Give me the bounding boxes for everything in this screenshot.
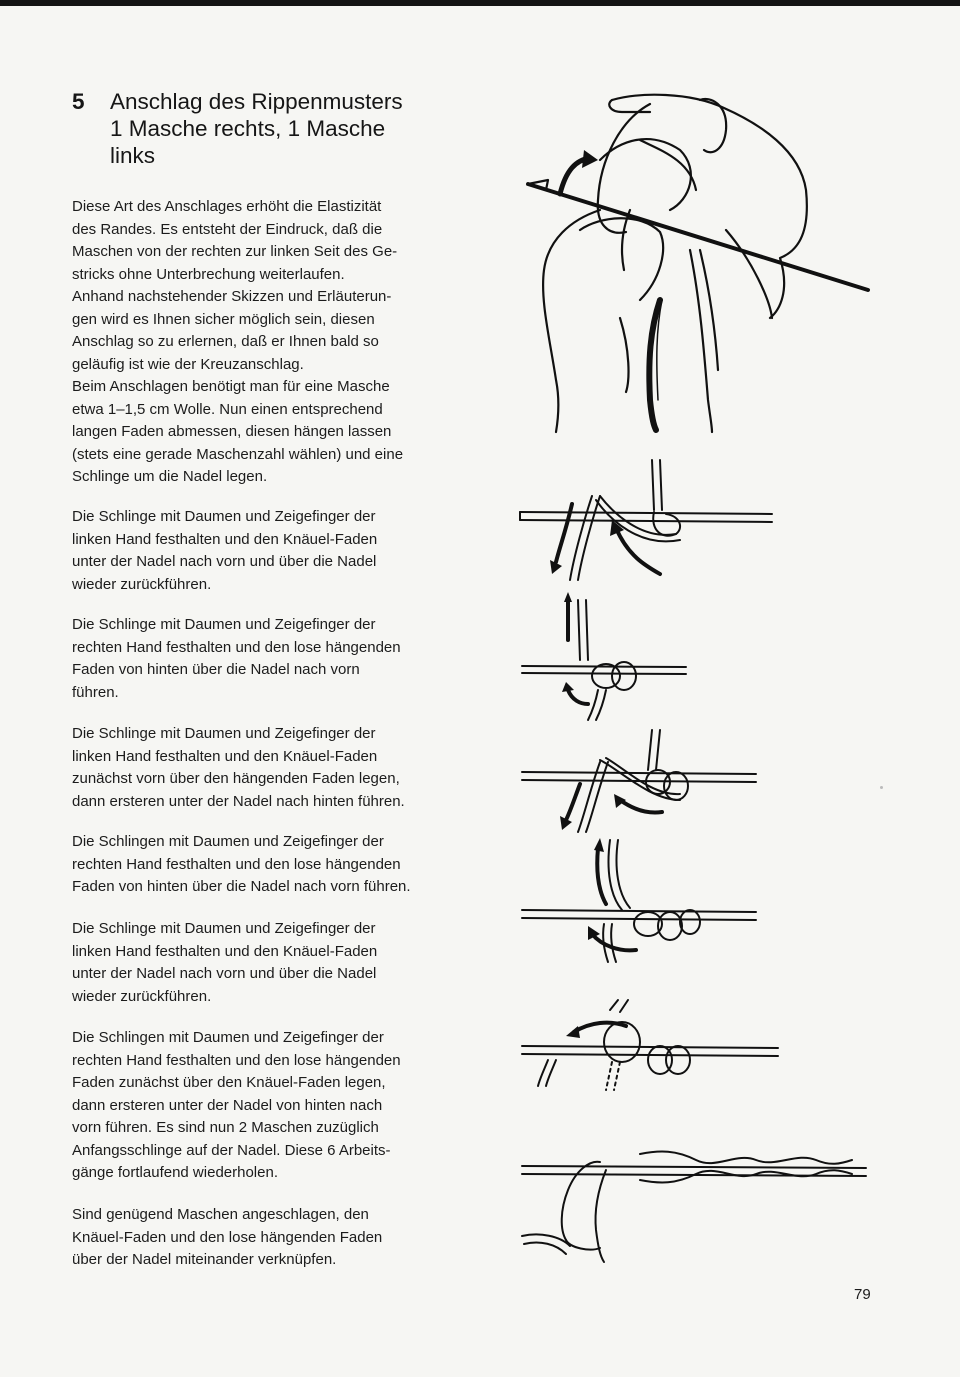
- step-4-diagram: [522, 838, 756, 962]
- step-1-text: Die Schlinge mit Daumen und Zeigefinger der linken Hand festhalten und den Knäuel-Faden unter der Nadel nach vorn und über die Nadel wieder zurückführen.: [72, 508, 378, 593]
- step-6-text: Die Schlingen mit Daumen und Zeigefinger der rechten Hand festhalten und den lose hängenden Faden zunächst über den Knäuel-Faden legen, dann ersteren unter der Nadel von hinten nach vorn führen. Es sind nun 2 Maschen zuzüglich Anfangsschlinge auf der Nadel. Diese 6 Arbeits- gänge fortlaufend wiederholen.: [72, 1029, 401, 1181]
- step-4-text: Die Schlingen mit Daumen und Zeigefinger der rechten Hand festhalten und den lose hängenden Faden von hinten über die Nadel nach vorn führen.: [72, 833, 411, 895]
- hands-needle-illustration: [528, 95, 868, 432]
- page-number: 79: [854, 1286, 871, 1303]
- intro-paragraph: Diese Art des Anschlages erhöht die Elastizität des Randes. Es entsteht der Eindruck, daß die Maschen von der rechten zur linken Seit des Ge- stricks ohne Unterbrechung weiterlaufen. Anhand nachstehender Skizzen und Erläuterun- gen wird es Ihnen sicher möglich sein, diesen Anschlag so zu erlernen, daß er Ihnen bald so geläufig ist wie der Kreuzanschlag. Beim Anschlagen benötigt man für eine Masche etwa 1–1,5 cm Wolle. Nun einen entsprechend langen Faden abmessen, diesen hängen lassen (stets eine gerade Maschenzahl wählen) und eine Schlinge um die Nadel legen.: [72, 198, 404, 485]
- step-5-diagram: [522, 1000, 778, 1090]
- step-2-text: Die Schlinge mit Daumen und Zeigefinger der rechten Hand festhalten und den lose hängenden Faden von hinten über die Nadel nach vorn führen.: [72, 616, 401, 701]
- final-step-text: Sind genügend Maschen angeschlagen, den Knäuel-Faden und den lose hängenden Faden über der Nadel miteinander verknüpfen.: [72, 1206, 383, 1268]
- section-title: Anschlag des Rippenmusters 1 Masche rechts, 1 Masche links: [110, 89, 403, 168]
- step-3-diagram: [522, 730, 756, 832]
- step-3-text: Die Schlinge mit Daumen und Zeigefinger der linken Hand festhalten und den Knäuel-Faden zunächst vorn über den hängenden Faden legen, dann ersteren unter der Nadel nach hinten führen.: [72, 725, 405, 810]
- step-1-diagram: [520, 460, 772, 580]
- step-6-diagram: [522, 1152, 866, 1262]
- section-number: 5: [72, 89, 85, 114]
- step-2-diagram: [522, 592, 686, 720]
- step-5-text: Die Schlinge mit Daumen und Zeigefinger der linken Hand festhalten und den Knäuel-Faden unter der Nadel nach vorn und über die Nadel wieder zurückführen.: [72, 920, 378, 1005]
